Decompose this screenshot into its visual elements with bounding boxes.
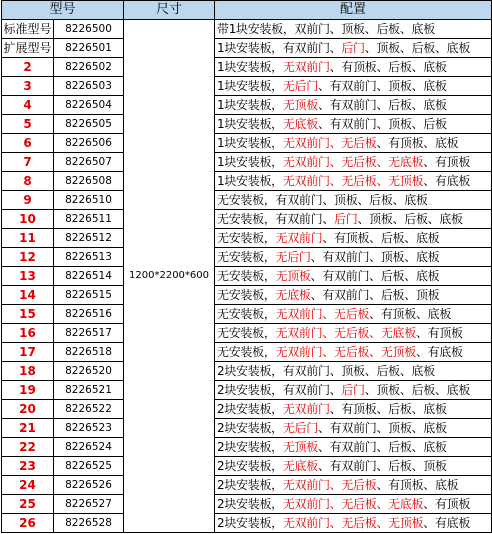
table-row [2, 115, 492, 134]
table-row [2, 210, 492, 229]
table-row [2, 39, 492, 58]
config-highlight: 无双前门、无后板、无顶板 [282, 516, 424, 530]
model-index: 22 [2, 438, 54, 457]
model-index: 18 [2, 362, 54, 381]
config-text: 2块安装板， [217, 516, 283, 530]
table-row [2, 457, 492, 476]
config-highlight: 后门 [341, 41, 365, 55]
config-cell [215, 20, 492, 39]
table-row [2, 495, 492, 514]
model-index: 8 [2, 172, 54, 191]
config-highlight: 无双前门、无后板 [282, 136, 377, 150]
config-text: 、有顶板、后板、底板 [329, 60, 447, 74]
table-row [2, 476, 492, 495]
config-text: 、有底板 [423, 174, 471, 188]
model-index: 7 [2, 153, 54, 172]
model-index: 23 [2, 457, 54, 476]
config-cell [215, 286, 492, 305]
config-highlight: 无顶板 [282, 440, 318, 454]
config-cell [215, 495, 492, 514]
model-index: 2 [2, 58, 54, 77]
table-row [2, 58, 492, 77]
config-text: 1块安装板， [217, 60, 283, 74]
table-row [2, 324, 492, 343]
config-cell [215, 210, 492, 229]
config-text: 带1块安装板，双前门、顶板、后板、底板 [217, 22, 435, 36]
config-highlight: 无底板 [282, 459, 318, 473]
model-code: 8226517 [54, 324, 124, 343]
model-code: 8226504 [54, 96, 124, 115]
config-text: 无安装板， [217, 250, 276, 264]
config-cell [215, 362, 492, 381]
config-text: 、有双前门、后板、顶板 [310, 288, 440, 302]
table-row [2, 267, 492, 286]
config-text: 1块安装板， [217, 117, 283, 131]
config-highlight: 无双前门、无后板 [275, 307, 370, 321]
table-row [2, 96, 492, 115]
config-text: 、有双前门、后板、顶板 [317, 459, 447, 473]
config-text: 、有顶板 [415, 326, 463, 340]
config-text: 1块安装板， [217, 98, 283, 112]
table-header-row [2, 1, 492, 20]
table-row [2, 343, 492, 362]
model-index: 16 [2, 324, 54, 343]
config-text: 2块安装板， [217, 421, 283, 435]
config-text: 2块安装板，有双前门、 [217, 383, 342, 397]
config-text: 、有顶板、底板 [376, 136, 459, 150]
table-row [2, 438, 492, 457]
model-index: 14 [2, 286, 54, 305]
model-code: 8226505 [54, 115, 124, 134]
model-code: 8226512 [54, 229, 124, 248]
model-code: 8226524 [54, 438, 124, 457]
header-size: 尺寸 [124, 1, 215, 20]
model-index: 15 [2, 305, 54, 324]
config-text: 无安装板，有双前门、 [217, 212, 335, 226]
model-index: 20 [2, 400, 54, 419]
model-code: 8226506 [54, 134, 124, 153]
config-cell [215, 381, 492, 400]
config-text: 无安装板， [217, 288, 276, 302]
model-code: 8226500 [54, 20, 124, 39]
config-text: 无安装板， [217, 269, 276, 283]
table-row [2, 419, 492, 438]
config-text: 1块安装板， [217, 155, 283, 169]
config-cell [215, 476, 492, 495]
config-text: 无安装板， [217, 307, 276, 321]
table-row [2, 191, 492, 210]
model-code: 8226526 [54, 476, 124, 495]
config-highlight: 无后门 [275, 250, 311, 264]
config-text: 2块安装板，有双前门、顶板、后板、底板 [217, 364, 435, 378]
config-highlight: 无双前门、无后板、无底板 [282, 155, 424, 169]
config-cell [215, 305, 492, 324]
config-text: 无安装板， [217, 231, 276, 245]
config-cell [215, 115, 492, 134]
model-code: 8226523 [54, 419, 124, 438]
header-config: 配置 [215, 1, 492, 20]
config-text: 无安装板，有双前门、顶板、后板、底板 [217, 193, 428, 207]
table-row [2, 134, 492, 153]
table-row [2, 248, 492, 267]
config-text: 1块安装板，有双前门、 [217, 41, 342, 55]
config-cell [215, 400, 492, 419]
config-text: 、有顶板、后板、底板 [322, 231, 440, 245]
size-cell: 1200*2200*600 [124, 20, 215, 533]
config-highlight: 无后门 [282, 79, 318, 93]
config-text: 、顶板、后板、底板 [364, 41, 471, 55]
config-text: 2块安装板， [217, 497, 283, 511]
config-text: 1块安装板， [217, 174, 283, 188]
model-code: 8226515 [54, 286, 124, 305]
config-text: 、有双前门、后板、底板 [310, 269, 440, 283]
config-highlight: 无双前门 [275, 231, 323, 245]
config-text: 、有底板 [415, 345, 463, 359]
model-config-table [1, 0, 492, 533]
config-highlight: 无双前门 [282, 402, 330, 416]
model-code: 8226503 [54, 77, 124, 96]
config-cell [215, 514, 492, 533]
table-row [2, 381, 492, 400]
table-row [2, 77, 492, 96]
config-highlight: 无底板 [282, 117, 318, 131]
model-index: 26 [2, 514, 54, 533]
model-index: 13 [2, 267, 54, 286]
model-code: 8226527 [54, 495, 124, 514]
config-cell [215, 153, 492, 172]
model-code: 8226502 [54, 58, 124, 77]
model-code: 8226507 [54, 153, 124, 172]
config-cell [215, 457, 492, 476]
config-cell [215, 134, 492, 153]
config-highlight: 无顶板 [282, 98, 318, 112]
model-code: 8226521 [54, 381, 124, 400]
model-code: 8226518 [54, 343, 124, 362]
table-row [2, 153, 492, 172]
model-code: 8226514 [54, 267, 124, 286]
config-highlight: 无双前门 [282, 60, 330, 74]
table-row [2, 20, 492, 39]
config-cell [215, 77, 492, 96]
config-highlight: 无双前门、无后板、无顶板 [282, 174, 424, 188]
config-highlight: 后门 [334, 212, 358, 226]
config-cell [215, 248, 492, 267]
model-index: 10 [2, 210, 54, 229]
config-text: 2块安装板， [217, 402, 283, 416]
model-index: 标准型号 [2, 20, 54, 39]
model-code: 8226520 [54, 362, 124, 381]
config-highlight: 无后门 [282, 421, 318, 435]
model-code: 8226528 [54, 514, 124, 533]
table-row [2, 400, 492, 419]
config-cell [215, 419, 492, 438]
config-text: 1块安装板， [217, 79, 283, 93]
config-cell [215, 229, 492, 248]
model-code: 8226513 [54, 248, 124, 267]
config-text: 无安装板， [217, 326, 276, 340]
table-body [2, 20, 492, 533]
model-code: 8226522 [54, 400, 124, 419]
config-text: 、有顶板、后板、底板 [329, 402, 447, 416]
config-text: 、顶板、后板、底板 [357, 212, 463, 226]
config-highlight: 无双前门、无后板 [282, 478, 377, 492]
model-code: 8226508 [54, 172, 124, 191]
config-highlight: 无双前门、无后板、无顶板 [275, 345, 416, 359]
config-text: 2块安装板， [217, 478, 283, 492]
config-text: 1块安装板， [217, 136, 283, 150]
config-text: 、有底板 [423, 516, 471, 530]
config-cell [215, 172, 492, 191]
config-text: 、有顶板 [423, 497, 471, 511]
table-row [2, 362, 492, 381]
table-row [2, 286, 492, 305]
table-row [2, 305, 492, 324]
config-highlight: 无顶板 [275, 269, 311, 283]
config-cell [215, 191, 492, 210]
config-text: 、有顶板、底板 [376, 478, 459, 492]
table-row [2, 514, 492, 533]
model-index: 11 [2, 229, 54, 248]
config-cell [215, 58, 492, 77]
config-text: 、有顶板、底板 [369, 307, 452, 321]
config-highlight: 无双前门、无后板、无底板 [282, 497, 424, 511]
config-text: 、有顶板 [423, 155, 471, 169]
model-code: 8226516 [54, 305, 124, 324]
header-model: 型号 [2, 1, 124, 20]
model-index: 9 [2, 191, 54, 210]
model-code: 8226501 [54, 39, 124, 58]
table-row [2, 229, 492, 248]
config-text: 、顶板、后板、底板 [364, 383, 471, 397]
model-index: 6 [2, 134, 54, 153]
config-text: 无安装板， [217, 345, 276, 359]
config-text: 、有双前门、后板、底板 [317, 440, 447, 454]
model-index: 3 [2, 77, 54, 96]
model-index: 17 [2, 343, 54, 362]
config-highlight: 无底板 [275, 288, 311, 302]
config-text: 、有双前门、后板、底板 [317, 98, 447, 112]
config-text: 、有双前门、顶板、底板 [317, 79, 447, 93]
config-text: 2块安装板， [217, 440, 283, 454]
config-cell [215, 39, 492, 58]
model-code: 8226511 [54, 210, 124, 229]
model-index: 5 [2, 115, 54, 134]
config-cell [215, 324, 492, 343]
model-index: 4 [2, 96, 54, 115]
model-index: 扩展型号 [2, 39, 54, 58]
model-index: 25 [2, 495, 54, 514]
model-code: 8226525 [54, 457, 124, 476]
config-cell [215, 438, 492, 457]
model-code: 8226510 [54, 191, 124, 210]
config-text: 2块安装板， [217, 459, 283, 473]
config-cell [215, 96, 492, 115]
config-highlight: 后门 [341, 383, 365, 397]
model-index: 21 [2, 419, 54, 438]
config-text: 、有双前门、顶板、底板 [310, 250, 440, 264]
model-index: 12 [2, 248, 54, 267]
config-text: 、有双前门、顶板、底板 [317, 421, 447, 435]
table-row [2, 172, 492, 191]
config-cell [215, 267, 492, 286]
model-index: 24 [2, 476, 54, 495]
config-cell [215, 343, 492, 362]
config-highlight: 无双前门、无后板、无底板 [275, 326, 416, 340]
config-text: 、有双前门、顶板、后板 [317, 117, 447, 131]
model-index: 19 [2, 381, 54, 400]
